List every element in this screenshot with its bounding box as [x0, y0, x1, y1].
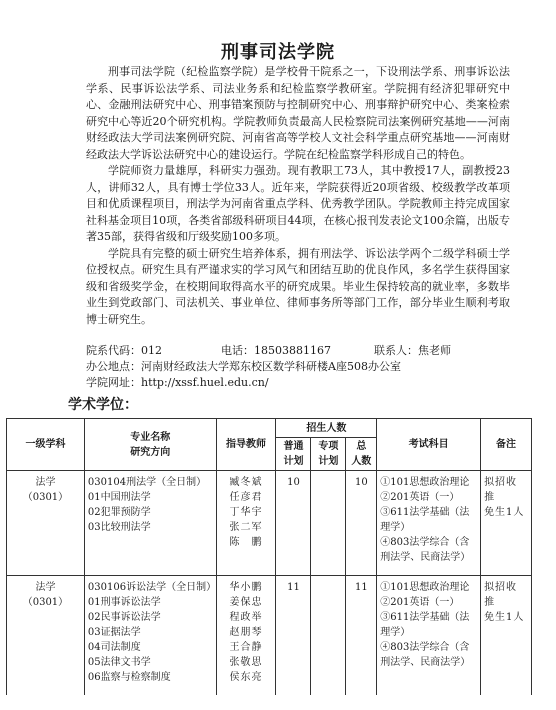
header-discipline: 一级学科 — [7, 419, 85, 471]
page-title: 刑事司法学院 — [221, 42, 335, 63]
header-note: 备注 — [481, 419, 532, 471]
advisor-cell: 华小鹏 姜保忠 程政举 赵朋琴 王合静 张敬思 侯东亮 — [216, 576, 276, 696]
header-advisor: 指导教师 — [216, 419, 276, 471]
table-row — [7, 471, 532, 576]
header-general-plan: 普通 计划 — [276, 438, 311, 471]
website-link[interactable]: 学院网址：http://xssf.huel.edu.cn/ — [86, 376, 269, 389]
note-cell: 拟招收推 免生1人 — [481, 576, 532, 696]
header-total: 总 人数 — [346, 438, 377, 471]
header-special-plan: 专项 计划 — [311, 438, 346, 471]
major-cell: 030104刑法学（全日制） 01中国刑法学 02犯罪预防学 03比较刑法学 — [84, 471, 216, 576]
exam-cell: ①101思想政治理论 ②201英语（一） ③611法学基础（法理学） ④803法学综合（含刑法学、民商法学） — [377, 471, 481, 576]
header-major — [84, 419, 216, 471]
note-cell: 拟招收推 免生1人 — [481, 471, 532, 576]
office-address: 办公地点：河南财经政法大学郑东校区数学科研楼A座508办公室 — [86, 360, 401, 373]
program-table — [6, 418, 532, 695]
intro-paragraph: 刑事司法学院（纪检监察学院）是学校骨干院系之一，下设刑法学系、刑事诉讼法学系、民事诉讼法学系、司法业务系和纪检监察学教研室。学院拥有经济犯罪研究中心、金融刑法研究中心、刑事错案预防与控制研究中心、刑事辩护研究中心、类案检索研究中心等近20个研究机构。学院教师负责最高人民检察院司法案例研究基地——河南财经政法大学司法案例研究院、河南省高等学校人文社会科学重点研究基地——河南财经政法大学诉讼法研究中心的建设运行。学院在纪检监察学科形成自己的特色。 — [86, 65, 510, 161]
intro-paragraph: 学院具有完整的硕士研究生培养体系，拥有刑法学、诉讼法学两个二级学科硕士学位授权点。研究生具有严谨求实的学习风气和团结互助的优良作风，多名学生获得国家级和省级奖学金，在校期间取得高水平的研究成果。毕业生保持较高的就业率，多数毕业生到党政部门、司法机关、事业单位、律师事务所等部门工作，部分毕业生顺利考取博士研究生。 — [86, 246, 510, 326]
contact-person: 联系人：焦老师 — [374, 344, 451, 357]
advisor-cell: 臧冬斌 任彦君 丁华宇 张二军 陈 鹏 — [216, 471, 276, 576]
header-research-direction: 研究方向 — [130, 446, 171, 458]
general-plan-cell: 10 — [276, 471, 311, 576]
special-plan-cell — [311, 576, 346, 696]
total-cell: 10 — [346, 471, 377, 576]
discipline-cell: 法学 （0301） — [7, 576, 85, 696]
special-plan-cell — [311, 471, 346, 576]
exam-cell: ①101思想政治理论 ②201英语（一） ③611法学基础（法理学） ④803法学综合（含刑法学、民商法学） — [377, 576, 481, 696]
intro-paragraph: 学院师资力量雄厚，科研实力强劲。现有教职工73人，其中教授17人，副教授23人，讲师32人，具有博士学位33人。近年来，学院获得近20项省级、校级教学改革项目和优质课程项目，刑法学为河南省重点学科、优秀教学团队。学院教师主持完成国家社科基金项目10项，各类省部级科研项目44项，在核心报刊发表论文100余篇，出版专著35部，获得省级和厅级奖励100多项。 — [86, 164, 510, 243]
department-code: 院系代码：012 — [86, 344, 162, 357]
header-exam: 考试科目 — [377, 419, 481, 471]
intro-text — [86, 64, 510, 328]
major-cell: 030106诉讼法学（全日制） 01刑事诉讼法学 02民事诉讼法学 03证据法学 04司法制度 05法律文书学 06监察与检察制度 — [84, 576, 216, 696]
phone-number: 电话：18503881167 — [221, 344, 331, 357]
discipline-cell: 法学 （0301） — [7, 471, 85, 576]
header-enrollment: 招生人数 — [276, 419, 377, 438]
contact-info — [86, 343, 516, 391]
table-row — [7, 576, 532, 696]
header-major-name: 专业名称 — [130, 431, 171, 443]
section-title: 学术学位： — [68, 397, 138, 413]
general-plan-cell: 11 — [276, 576, 311, 696]
total-cell: 11 — [346, 576, 377, 696]
